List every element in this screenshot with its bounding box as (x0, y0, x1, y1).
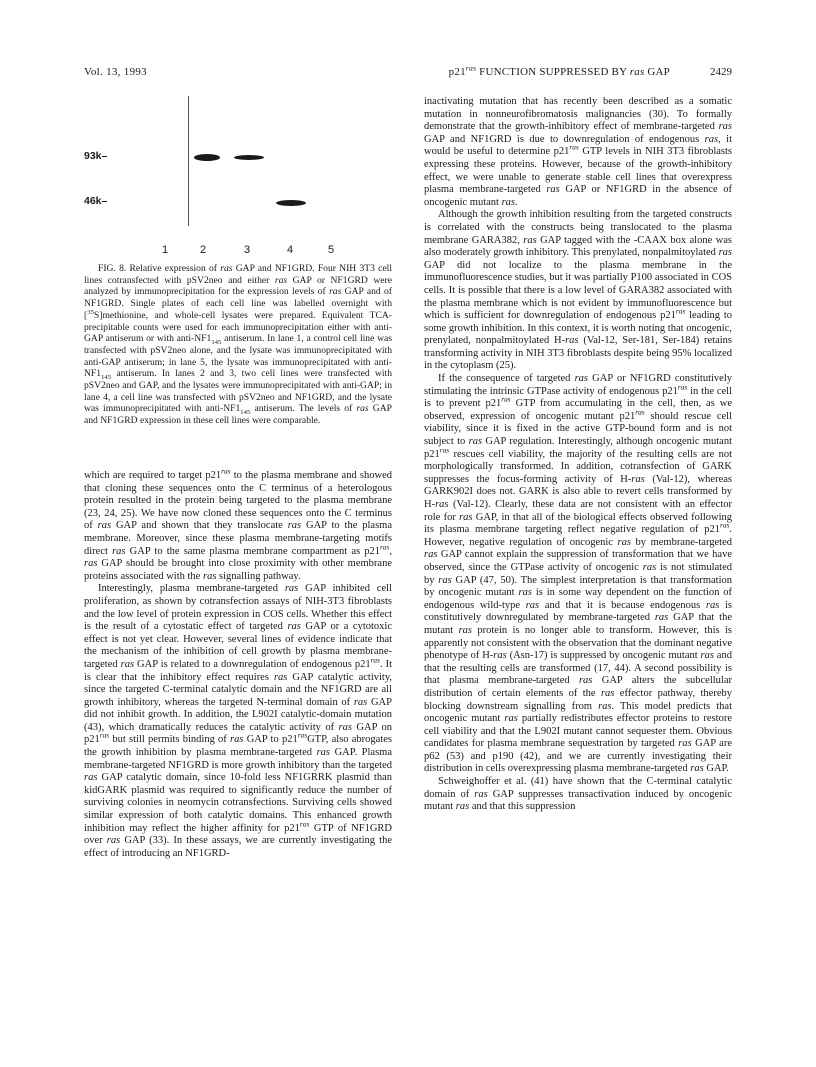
lane-label-5: 5 (328, 244, 335, 256)
figure-8-gel (84, 96, 392, 256)
page-number: 2429 (710, 66, 732, 78)
band-lane-2 (194, 154, 220, 161)
running-title: $p21^{ras}$ FUNCTION SUPPRESSED BY ras GAP (448, 63, 670, 78)
page-header (84, 63, 732, 82)
mw-marker-46k: 46k– (84, 195, 108, 207)
lane-label-4: 4 (287, 244, 294, 256)
lane-label-2: 2 (200, 244, 207, 256)
mw-marker-93k: 93k– (84, 150, 108, 162)
band-lane-3 (234, 155, 264, 160)
left-column (84, 466, 393, 860)
journal-volume: Vol. 13, 1993 (84, 66, 147, 78)
lane-label-3: 3 (244, 244, 251, 256)
paragraph: Schweighoffer et al. (41) have shown that the C-terminal catalytic domain of ras GAP suppresses transactivation induced by oncogenic mutant ras and that this suppression (424, 776, 732, 813)
gel-lane-edge (188, 96, 189, 226)
caption-text: FIG. 8. Relative expression of ras GAP and NF1GRD. Four NIH 3T3 cell lines cotransfected with pSV2neo and either ras GAP or NF1GRD were analyzed by immunoprecipitation for the expression levels of ras GAP and of NF1GRD. Single plates of each cell line was labelled overnight with [$^{35}$S]methionine, and whole-cell lysates were prepared. Equivalent TCA-precipitable counts were used for each immunoprecipitation either with anti-GAP antiserum or with anti-$NF1_{145}$ antiserum. In lane 1, a control cell line was transfected with pSV2neo alone, and the lysate was immunoprecipitated with anti-GAP antiserum; in lane 5, the lysate was immunoprecipitated with anti-$NF1_{145}$ antiserum. In lanes 2 and 3, two cell lines were transfected with pSV2neo and GAP, and the lysates were immunoprecipitated with anti-GAP; in lane 4, a cell line was transfected with pSV2neo and NF1GRD, and the lysate was immunoprecipitated with anti-$NF1_{145}$ antiserum. The levels of ras GAP and NF1GRD expression in these cell lines were comparable. (84, 263, 393, 427)
paragraph: inactivating mutation that has recently been described as a somatic mutation in nonneurofibromatosis malignancies (30). To formally demonstrate that the growth-inhibitory effect of membrane-targeted ras GAP and NF1GRD is due to downregulation of endogenous ras, it would be useful to determine $p21^{ras}$ GTP levels in NIH 3T3 fibroblasts expressing these proteins. However, because of the growth-inhibitory effect, we were unable to generate stable cell lines that overexpress plasma membrane-targeted ras GAP or NF1GRD in the absence of oncogenic mutant ras. (424, 96, 732, 208)
figure-caption (84, 263, 392, 427)
paragraph: which are required to target $p21^{ras}$ to the plasma membrane and showed that cloning these sequences onto the C terminus of a heterologous protein resulted in the protein being targeted to the plasma membrane (23, 24, 25). We have now cloned these sequences onto the C terminus of ras GAP and shown that they translocate ras GAP to the plasma membrane. Moreover, since these plasma membrane-targeting motifs direct ras GAP to the same plasma membrane compartment as $p21^{ras}$, ras GAP should be brought into close proximity with other membrane proteins associated with the ras signalling pathway. (84, 466, 392, 582)
paragraph: Interestingly, plasma membrane-targeted ras GAP inhibited cell proliferation, as shown by cotransfection assays of NIH-3T3 fibroblasts and the low level of protein expression in COS cells. Whether this effect is the result of a cytostatic effect of targeted ras GAP or a cytotoxic effect is not yet clear. However, several lines of evidence indicate that the mechanism of the inhibition of cell growth by plasma membrane-targeted ras GAP is related to a downregulation of endogenous $p21^{ras}$. It is clear that the inhibitory effect requires ras GAP catalytic activity, since the targeted C-terminal catalytic domain and the NF1GRD are all growth inhibitory, whereas the targeted N-terminal domain of ras GAP did not inhibit growth. In addition, the L902I catalytic-domain mutation (43), which dramatically reduces the catalytic activity of ras GAP on $p21^{ras}$ but still permits binding of ras GAP to $p21^{ras}GTP$, also abrogates the growth inhibition by plasma membrane-targeted ras GAP. Plasma membrane-targeted NF1GRD is more growth inhibitory than the targeted ras GAP catalytic domain, since 10-fold less NF1GRRK plasmid than kidGARK plasmid was required to significantly reduce the number of surviving colonies in neomycin cotransfections. Surviving cells showed similar expression of both catalytic domains. This enhanced growth inhibition may reflect the higher affinity for $p21^{ras}$ GTP of NF1GRD over ras GAP (33). In these assays, we are currently investigating the effect of introducing an NF1GRD- (84, 583, 393, 859)
paragraph: If the consequence of targeted ras GAP or NF1GRD constitutively stimulating the intrinsic GTPase activity of endogenous $p21^{ras}$ in the cell is to prevent $p21^{ras}$ GTP from accumulating in the cell, then, as we observed, expression of oncogenic mutant $p21^{ras}$ should rescue cell viability, since it is fixed in the active GTP-bound form and is not subject to ras GAP regulation. Interestingly, although oncogenic mutant $p21^{ras}$ rescues cell viability, the majority of the resulting cells are not morphologically transformed. In addition, cotransfection of GARK suppresses the focus-forming activity of H-ras (Val-12), whereas GARK902I does not. GARK is also able to revert cells transformed by H-ras (Val-12). Clearly, these data are not consistent with an effector role for ras GAP, in that all of the biological effects observed following its plasma membrane targeting reflect negative regulation of $p21^{ras}$. However, negative regulation of oncogenic ras by membrane-targeted ras GAP cannot explain the suppression of transformation that we have observed, since the GTPase activity of oncogenic ras is not stimulated by ras GAP (47, 50). The simplest interpretation is that transformation by oncogenic mutant ras is in some way dependent on the function of endogenous wild-type ras and that it is because endogenous ras is constitutively downregulated by membrane-targeted ras GAP that the mutant ras protein is no longer able to transform. However, this is apparently not consistent with the observation that the dominant negative phenotype of H-ras (Asn-17) is suppressed by oncogenic mutant ras and that the resulting cells are transformed (17, 44). A second possibility is that plasma membrane-targeted ras GAP alters the subcellular distribution of certain elements of the ras effector pathway, thereby blocking downstream signalling from ras. This model predicts that oncogenic mutant ras partially redistributes effector proteins to restore cell viability and that the L902I mutant cannot sequester them. Obvious candidates for plasma membrane sequestration by targeted ras GAP are p62 (53) and p190 (42), and we are currently investigating their distribution in cells overexpressing plasma membrane-targeted ras GAP. (424, 373, 733, 775)
lane-label-1: 1 (162, 244, 169, 256)
paragraph: Although the growth inhibition resulting from the targeted constructs is correlated with the constructs being translocated to the plasma membrane GARA382, ras GAP tagged with the -CAAX box alone was also moderately growth inhibitory. This prenylated, nonpalmitoylated ras GAP did not localize to the plasma membrane in the immunofluorescence studies, but it was partially P100 associated in COS cells. It is possible that there is a low level of GARA382 associated with the plasma membrane which is not evident by immunofluorescence but which is sufficient for downregulation of endogenous $p21^{ras}$ leading to some growth inhibition. In this context, it is worth noting that oncogenic, prenylated, nonpalmitoylated H-ras (Val-12, Ser-181, Ser-184) retains transforming activity in NIH 3T3 fibroblasts despite being 95% localized in the cytoplasm (25). (424, 209, 732, 372)
right-column (424, 96, 732, 814)
band-lane-4 (276, 200, 306, 206)
